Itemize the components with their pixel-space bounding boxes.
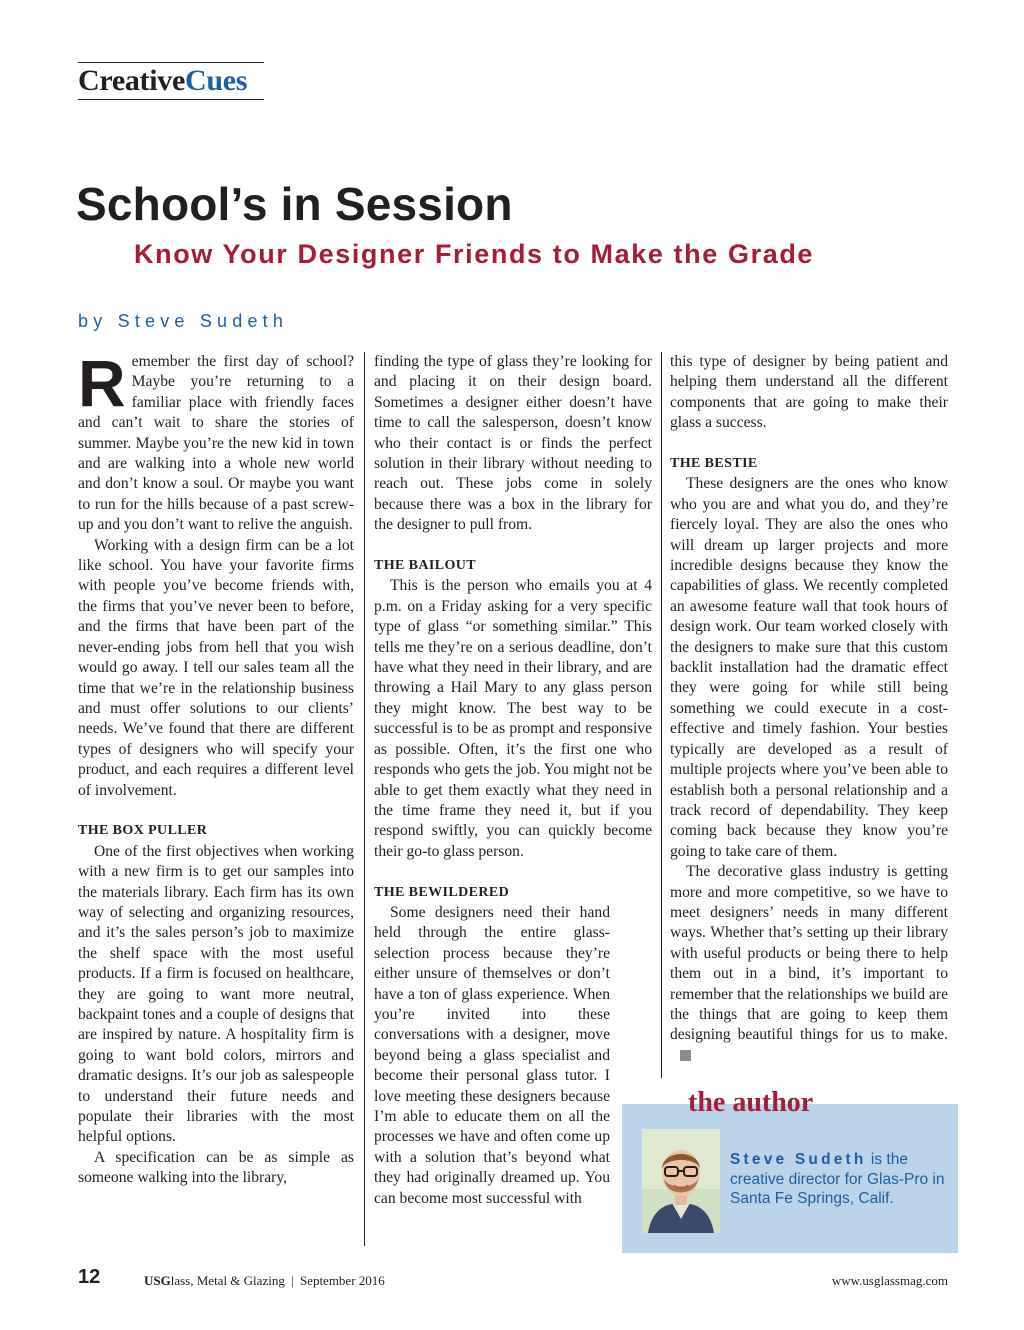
paragraph: Working with a design firm can be a lot like school. You have your favorite firms with people you’ve become friends with, the firms that you’ve never been to before, and the firms that have been part of the never-ending jobs from hell that you wish would go away. I tell our sales team all the time that we’re in the relationship business and must offer solutions to our clients’ needs. We’ve found that there are different types of designers who will specify your product, and each requires a different level of involvement. bbox=[78, 536, 354, 799]
section-kicker: CreativeCues bbox=[78, 64, 248, 97]
end-mark-icon bbox=[680, 1050, 691, 1061]
author-heading: the author bbox=[688, 1087, 814, 1118]
kicker-rule-top bbox=[78, 62, 264, 63]
paragraph: A specification can be as simple as someone walking into the library, bbox=[78, 1148, 354, 1187]
headline: School’s in Session bbox=[76, 178, 513, 230]
paragraph: This is the person who emails you at 4 p.m. on a Friday asking for a very specific type of glass “or something similar.” This tells me they’re on a serious deadline, don’t have what they need in their library, and are throwing a Hail Mary to any glass person they might know. The best way to be successful is to be as prompt and responsive as possible. Often, it’s the first one who responds who gets the job. You might not be able to get them exactly what they need in the time frame they need it, but if you respond swiftly, you can quickly become their go-to glass person. bbox=[374, 577, 652, 860]
column-rule bbox=[661, 352, 662, 1078]
author-name: Steve Sudeth bbox=[730, 1151, 867, 1168]
author-bio: Steve Sudeth is the creative director for Glas-Pro in Santa Fe Springs, Calif. bbox=[730, 1151, 945, 1207]
column-1 bbox=[78, 346, 354, 1189]
column-rule bbox=[364, 352, 365, 1246]
paragraph: this type of designer by being patient and helping them understand all the different components that are going to make their glass a success. bbox=[670, 353, 948, 432]
publication-line: USGlass, Metal & Glazing | September 2016 bbox=[144, 1273, 385, 1288]
subhead-bestie: THE BESTIE bbox=[670, 456, 758, 472]
deck: Know Your Designer Friends to Make the Grade bbox=[134, 239, 815, 269]
paragraph: finding the type of glass they’re looking for and placing it on their design board. Sometimes a designer either doesn’t have time to call the salesperson, doesn’t know who their contact is or finds the perfect solution in their library without needing to reach out. These jobs come in solely because there was a box in the library for the designer to pull from. bbox=[374, 353, 652, 534]
website-url: www.usglassmag.com bbox=[831, 1273, 948, 1288]
drop-cap: R bbox=[78, 346, 126, 420]
intro-paragraph: Remember the first day of school? Maybe you’re returning to a familiar place with friendly faces and can’t wait to share the stories of summer. Maybe you’re the new kid in town and are walking into a whole new world and don’t know a soul. Or maybe you want to run for the hills because of a past screw-up and you don’t want to relive the anguish. bbox=[78, 346, 354, 534]
subhead-bewildered: THE BEWILDERED bbox=[374, 884, 510, 900]
paragraph: These designers are the ones who know who you are and what you do, and they’re fiercely loyal. They are also the ones who will dream up larger projects and more incredible designs because they know the capabilities of glass. We recently completed an awesome feature wall that took hours of design work. Our team worked closely with the designers to make sure that this custom backlit installation had the dramatic effect they were going for while still being something we could execute in a cost-effective and timely fashion. Your besties typically are developed as a result of multiple projects where you’ve been able to establish both a personal relationship and a track record of dependability. They keep coming back because they know you’re going to take care of them. bbox=[670, 475, 948, 860]
subhead-bailout: THE BAILOUT bbox=[374, 558, 477, 574]
paragraph: Some designers need their hand held through the entire glass-selection process because they’re either unsure of themselves or don’t have a ton of glass experience. When you’re invited into these conversations with a designer, move beyond being a glass specialist and become their personal glass tutor. I love meeting these designers because I’m able to educate them on all the processes we have and often come up with a solution that’s beyond what they had originally dreamed up. You can become most successful with bbox=[374, 903, 610, 1207]
closing-paragraph: The decorative glass industry is getting more and more competitive, so we have to meet designers’ needs in many different ways. Whether that’s setting up their library with useful products or being there to help them out in a bind, it’s important to remember that the relationships we build are the things that are going to keep them designing beautiful things for us to make. bbox=[670, 862, 948, 1066]
page-number: 12 bbox=[78, 1266, 101, 1288]
paragraph: One of the first objectives when working with a new firm is to get our samples into the materials library. Each firm has its own way of selecting and organizing resources, and it’s the sales person’s job to maximize the shelf space with the most useful products. If a firm is focused on healthcare, they are going to want more neutral, backpaint tones and a couple of designs that are inspired by nature. A hospitality firm is going to want bold colors, mirrors and dramatic designs. It’s our job as salespeople to understand their future needs and populate their libraries with the most helpful options. bbox=[78, 842, 354, 1146]
column-3 bbox=[670, 352, 948, 1066]
kicker-rule-bottom bbox=[78, 99, 264, 100]
column-2 bbox=[374, 352, 652, 1209]
author-photo bbox=[642, 1129, 720, 1233]
subhead-box-puller: THE BOX PULLER bbox=[78, 823, 208, 839]
byline: by Steve Sudeth bbox=[78, 311, 289, 331]
